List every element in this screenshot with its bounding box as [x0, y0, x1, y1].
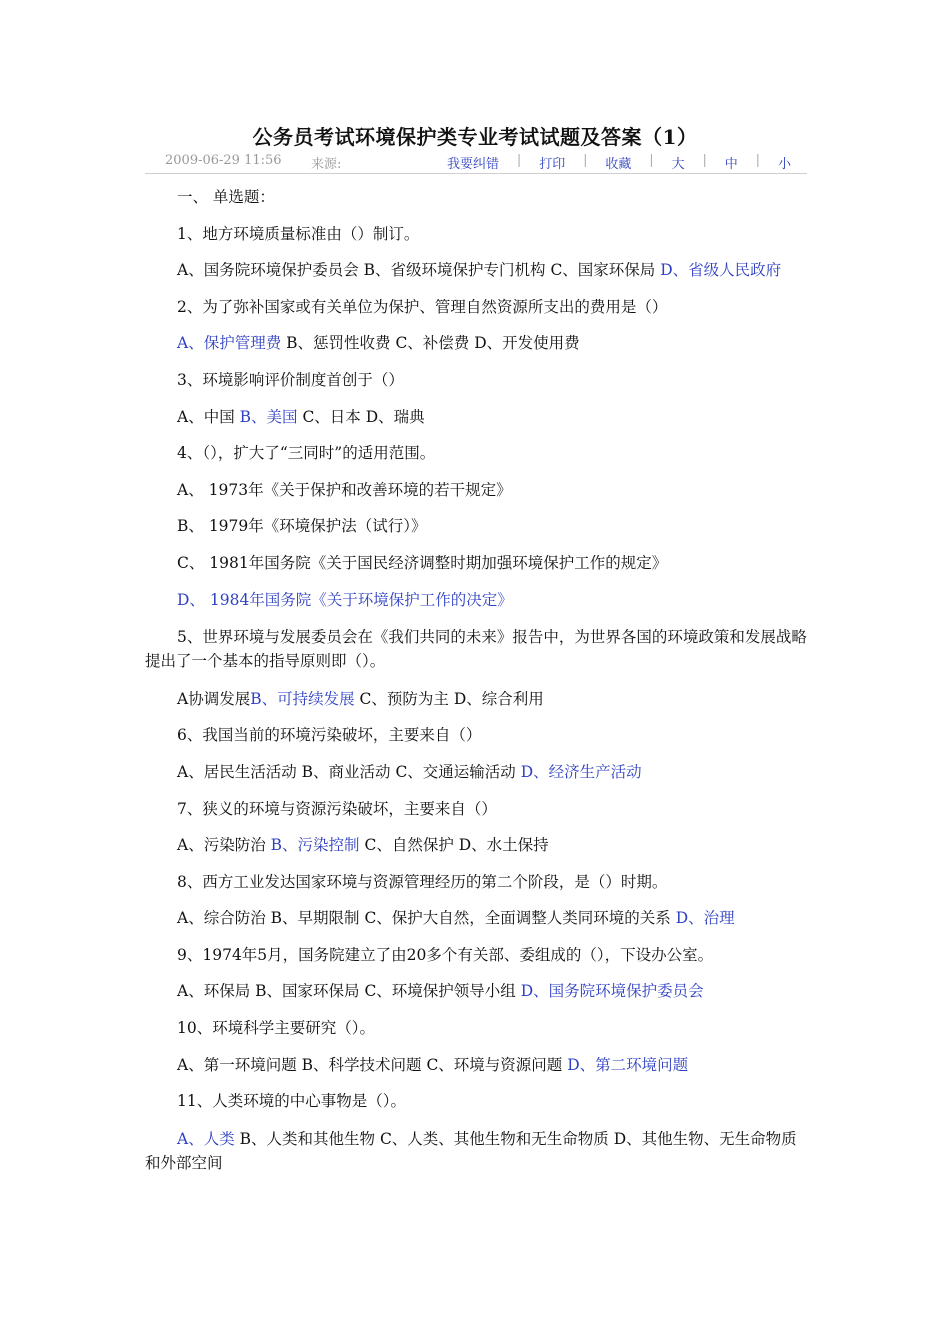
font-size-small-link[interactable]: 小: [777, 157, 791, 172]
toolbar-divider: |: [583, 153, 588, 168]
body-text: A、中国: [177, 407, 240, 426]
options-8: [145, 907, 807, 929]
report-error-link[interactable]: 我要纠错: [447, 157, 500, 172]
body-text: C、 1981年国务院《关于国民经济调整时期加强环境保护工作的规定》: [177, 553, 668, 572]
question-6: [145, 724, 807, 746]
font-size-large-link[interactable]: 大: [671, 157, 685, 172]
body-text: A、居民生活活动 B、商业活动 C、交通运输活动: [177, 762, 521, 781]
body-text: A、环保局 B、国家环保局 C、环境保护领导小组: [177, 982, 521, 1001]
body-text: 1、地方环境质量标准由（）制订。: [177, 224, 420, 243]
body-text: 一、 单选题：: [177, 188, 275, 206]
options-7: [145, 834, 807, 856]
body-text: C、预防为主 D、综合利用: [354, 689, 544, 708]
body-text: C、自然保护 D、水土保持: [359, 836, 549, 855]
answer-text: B、污染控制: [270, 836, 360, 855]
page-title: 公务员考试环境保护类专业考试试题及答案（1）: [252, 125, 698, 149]
answer-text: D、治理: [675, 909, 735, 928]
option-4a: [145, 479, 807, 501]
body-text: A协调发展: [177, 689, 251, 708]
answer-text: B、美国: [239, 407, 298, 426]
options-6: [145, 761, 807, 783]
body-text: B、惩罚性收费 C、补偿费 D、开发使用费: [281, 334, 580, 353]
body-text: 8、西方工业发达国家环境与资源管理经历的第二个阶段，是（）时期。: [177, 872, 668, 891]
body-text: A、污染防治: [177, 836, 271, 855]
body-text: 6、我国当前的环境污染破坏，主要来自（）: [177, 726, 482, 745]
options-9: [145, 980, 807, 1002]
body-text: B、人类和其他生物 C、人类、其他生物和无生命物质 D、其他生物、无生命物质和外部空间: [145, 1129, 797, 1172]
section-heading: [145, 186, 807, 208]
article-meta-bar: [145, 151, 807, 174]
answer-text: D、经济生产活动: [520, 762, 642, 781]
question-11: [145, 1090, 807, 1112]
question-3: [145, 369, 807, 391]
option-4c: [145, 552, 807, 574]
body-text: 11、人类环境的中心事物是（）。: [177, 1092, 406, 1111]
body-text: 9、1974年5月，国务院建立了由20多个有关部、委组成的（），下设办公室。: [177, 945, 714, 964]
question-1: [145, 223, 807, 245]
answer-text: D、 1984年国务院《关于环境保护工作的决定》: [177, 590, 513, 609]
answer-text: A、人类: [177, 1129, 235, 1148]
body-text: 5、世界环境与发展委员会在《我们共同的未来》报告中，为世界各国的环境政策和发展战略提出了一个基本的指导原则即（）。: [145, 628, 807, 671]
publish-date: 2009-06-29 11:56: [165, 153, 282, 168]
options-5: [145, 688, 807, 710]
body-text: A、综合防治 B、早期限制 C、保护大自然，全面调整人类同环境的关系: [177, 909, 676, 928]
toolbar-divider: |: [755, 153, 761, 168]
print-link[interactable]: 打印: [539, 157, 566, 172]
body-text: A、 1973年《关于保护和改善环境的若干规定》: [177, 480, 512, 499]
toolbar-divider: |: [649, 153, 654, 168]
options-11: [145, 1127, 807, 1175]
body-text: 7、狭义的环境与资源污染破坏，主要来自（）: [177, 799, 497, 818]
question-10: [145, 1017, 807, 1039]
toolbar-divider: |: [702, 153, 707, 168]
question-2: [145, 296, 807, 318]
options-1: [145, 259, 807, 281]
question-8: [145, 871, 807, 893]
body-text: A、国务院环境保护委员会 B、省级环境保护专门机构 C、国家环保局: [177, 261, 661, 280]
body-text: A、第一环境问题 B、科学技术问题 C、环境与资源问题: [177, 1055, 568, 1074]
answer-text: D、第二环境问题: [567, 1055, 689, 1074]
article-toolbar: [447, 153, 791, 172]
question-9: [145, 944, 807, 966]
options-3: [145, 406, 807, 428]
options-2: [145, 332, 807, 354]
body-text: 2、为了弥补国家或有关单位为保护、管理自然资源所支出的费用是（）: [177, 297, 668, 316]
article-body: [145, 186, 807, 1189]
answer-text: B、可持续发展: [250, 689, 355, 708]
body-text: 4、（），扩大了“三同时”的适用范围。: [177, 444, 436, 463]
options-10: [145, 1054, 807, 1076]
body-text: 10、环境科学主要研究（）。: [177, 1019, 375, 1038]
font-size-medium-link[interactable]: 中: [724, 157, 738, 172]
question-7: [145, 798, 807, 820]
body-text: 3、环境影响评价制度首创于（）: [177, 370, 404, 389]
answer-text: A、保护管理费: [177, 334, 282, 353]
option-4b: [145, 515, 807, 537]
toolbar-divider: |: [516, 153, 522, 168]
body-text: B、 1979年《环境保护法（试行）》: [177, 517, 427, 536]
answer-text: D、省级人民政府: [660, 261, 782, 280]
source-label: 来源:: [311, 157, 342, 172]
body-text: C、日本 D、瑞典: [297, 407, 425, 426]
question-4: [145, 442, 807, 464]
question-5: [145, 625, 807, 673]
option-4d: [145, 589, 807, 611]
answer-text: D、国务院环境保护委员会: [520, 982, 704, 1001]
favorite-link[interactable]: 收藏: [605, 157, 632, 172]
